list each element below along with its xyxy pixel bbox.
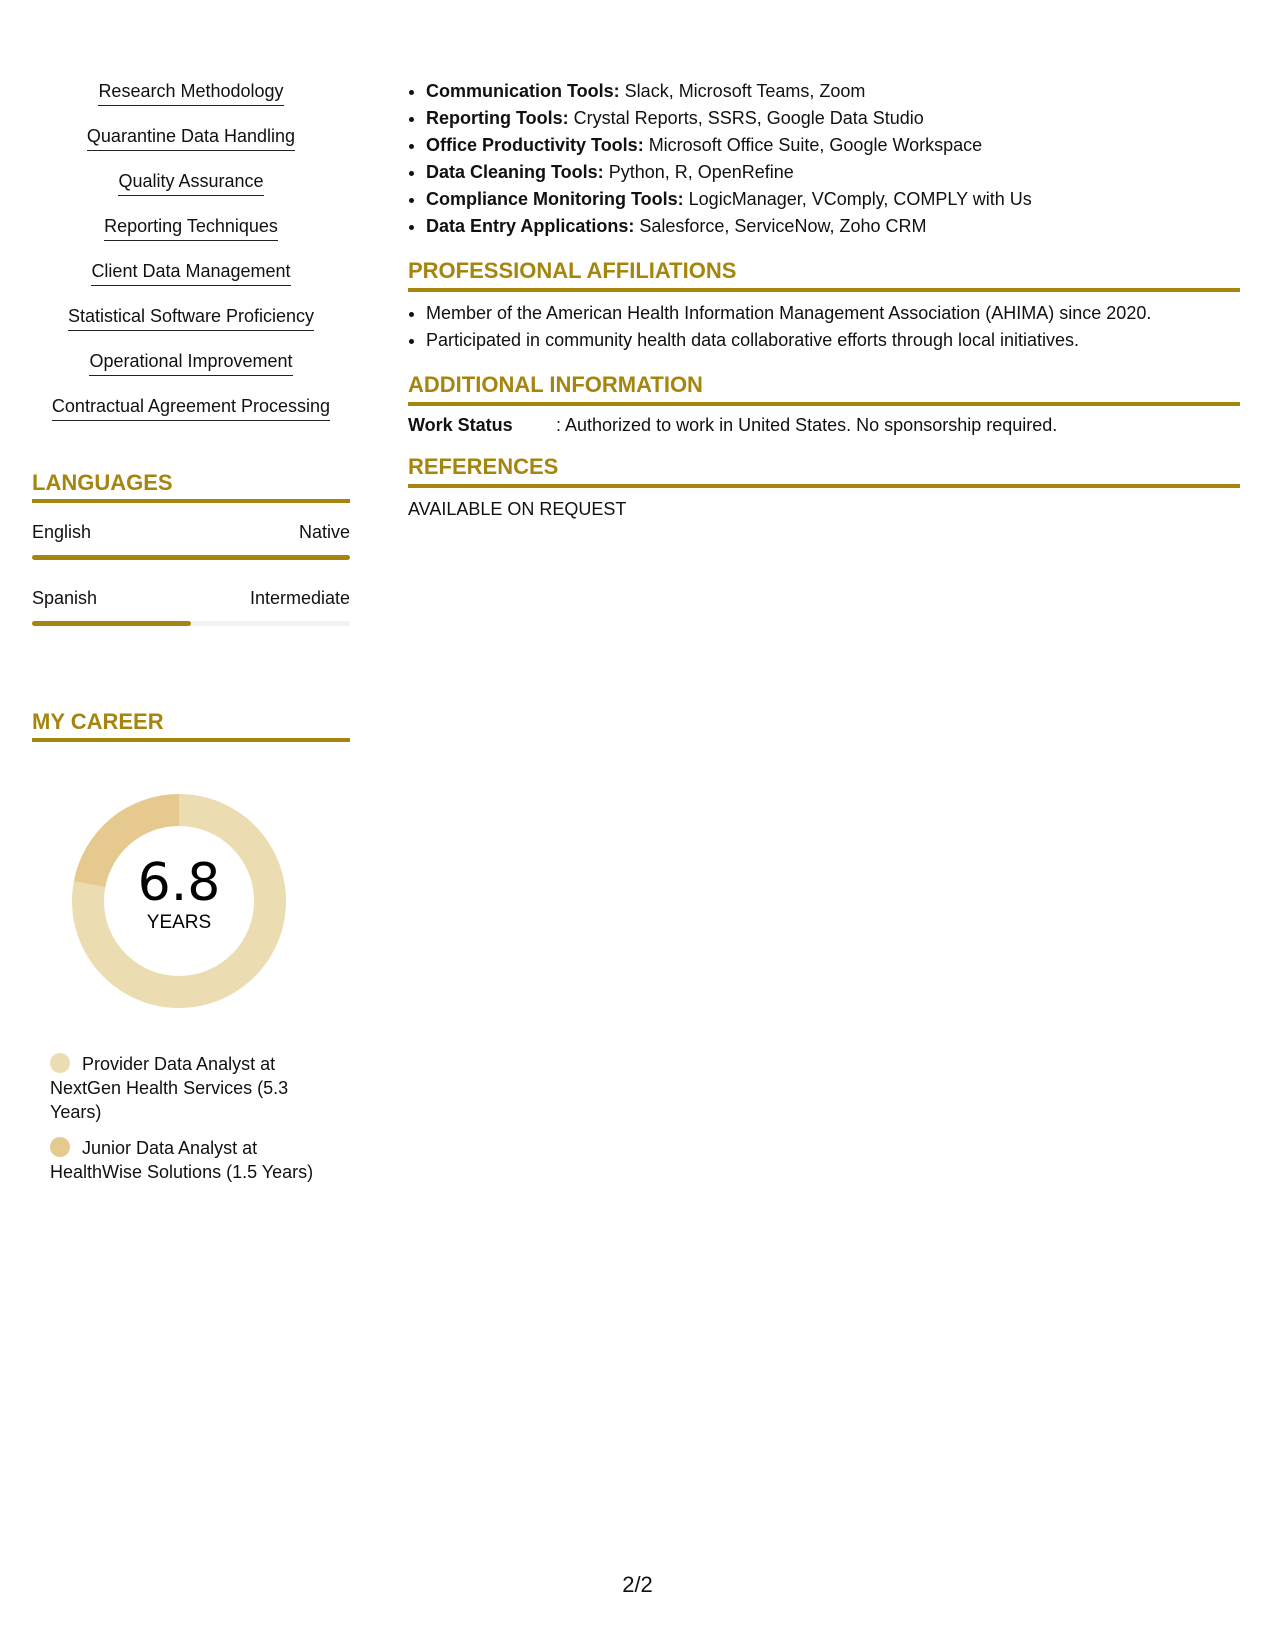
work-status-row <box>408 414 1240 436</box>
affiliations-list <box>408 300 1240 354</box>
legend-dot <box>50 1137 70 1157</box>
affiliations-heading: PROFESSIONAL AFFILIATIONS <box>408 258 1240 292</box>
career-donut-chart <box>64 786 294 1016</box>
career-total-unit: YEARS <box>146 912 212 933</box>
skills-list <box>32 80 350 440</box>
skill-label: Reporting Techniques <box>104 215 278 241</box>
tool-category: Office Productivity Tools: <box>426 135 644 155</box>
affiliation-item: • Participated in community health data collaborative efforts through local initiatives. <box>426 327 1240 354</box>
career-legend-item <box>50 1052 330 1124</box>
skill-label: Research Methodology <box>98 80 283 106</box>
language-proficiency-fill <box>32 621 191 626</box>
references-heading: REFERENCES <box>408 454 1240 488</box>
right-column <box>408 78 1240 520</box>
tool-item <box>426 159 1240 186</box>
tool-values: Python, R, OpenRefine <box>603 162 794 182</box>
career-heading: MY CAREER <box>32 709 350 742</box>
skill-label: Contractual Agreement Processing <box>52 395 330 421</box>
tool-category: Compliance Monitoring Tools: <box>426 189 684 209</box>
skill-label: Quarantine Data Handling <box>87 125 295 151</box>
skill-item <box>32 80 350 125</box>
languages-heading: LANGUAGES <box>32 470 350 503</box>
skill-item <box>32 260 350 305</box>
affiliation-item: • Member of the American Health Information Management Association (AHIMA) since 2020. <box>426 300 1240 327</box>
tool-values: Salesforce, ServiceNow, Zoho CRM <box>634 216 927 236</box>
skill-label: Statistical Software Proficiency <box>68 305 314 331</box>
skill-label: Operational Improvement <box>89 350 292 376</box>
language-level: Intermediate <box>249 588 350 608</box>
skill-item <box>32 125 350 170</box>
tool-category: Communication Tools: <box>426 81 620 101</box>
left-column <box>32 80 350 1196</box>
language-name: Spanish <box>32 588 98 608</box>
tool-values: Slack, Microsoft Teams, Zoom <box>619 81 866 101</box>
tool-item <box>426 132 1240 159</box>
tools-list <box>408 78 1240 240</box>
skill-item <box>32 170 350 215</box>
work-status-label: Work Status <box>408 415 513 435</box>
work-status-value: : Authorized to work in United States. No sponsorship required. <box>556 415 1058 435</box>
tool-values: LogicManager, VComply, COMPLY with Us <box>683 189 1032 209</box>
references-text: AVAILABLE ON REQUEST <box>408 499 627 519</box>
tool-item <box>426 105 1240 132</box>
tool-values: Microsoft Office Suite, Google Workspace <box>643 135 983 155</box>
tool-values: Crystal Reports, SSRS, Google Data Studio <box>568 108 924 128</box>
language-name: English <box>32 522 92 542</box>
tool-category: Data Entry Applications: <box>426 216 635 236</box>
career-legend <box>50 1052 330 1184</box>
language-spanish <box>32 587 350 639</box>
career-legend-item <box>50 1136 330 1184</box>
additional-info-heading: ADDITIONAL INFORMATION <box>408 372 1240 406</box>
language-proficiency-bar <box>32 555 350 560</box>
skill-item <box>32 215 350 260</box>
language-proficiency-bar <box>32 621 350 626</box>
tool-category: Data Cleaning Tools: <box>426 162 604 182</box>
tool-item <box>426 213 1240 240</box>
skill-item <box>32 350 350 395</box>
skill-label: Quality Assurance <box>118 170 263 196</box>
tool-item <box>426 78 1240 105</box>
page-number: 2/2 <box>622 1572 653 1597</box>
legend-label: Junior Data Analyst at HealthWise Solutions (1.5 Years) <box>50 1138 314 1182</box>
skill-item <box>32 305 350 350</box>
legend-label: Provider Data Analyst at NextGen Health Services (5.3 Years) <box>50 1054 289 1122</box>
tool-item <box>426 186 1240 213</box>
skill-label: Client Data Management <box>91 260 290 286</box>
language-level: Native <box>298 522 350 542</box>
tool-category: Reporting Tools: <box>426 108 569 128</box>
legend-dot <box>50 1053 70 1073</box>
skill-item <box>32 395 350 440</box>
career-total-value: 6.8 <box>137 853 221 913</box>
language-english <box>32 521 350 573</box>
language-proficiency-fill <box>32 555 350 560</box>
